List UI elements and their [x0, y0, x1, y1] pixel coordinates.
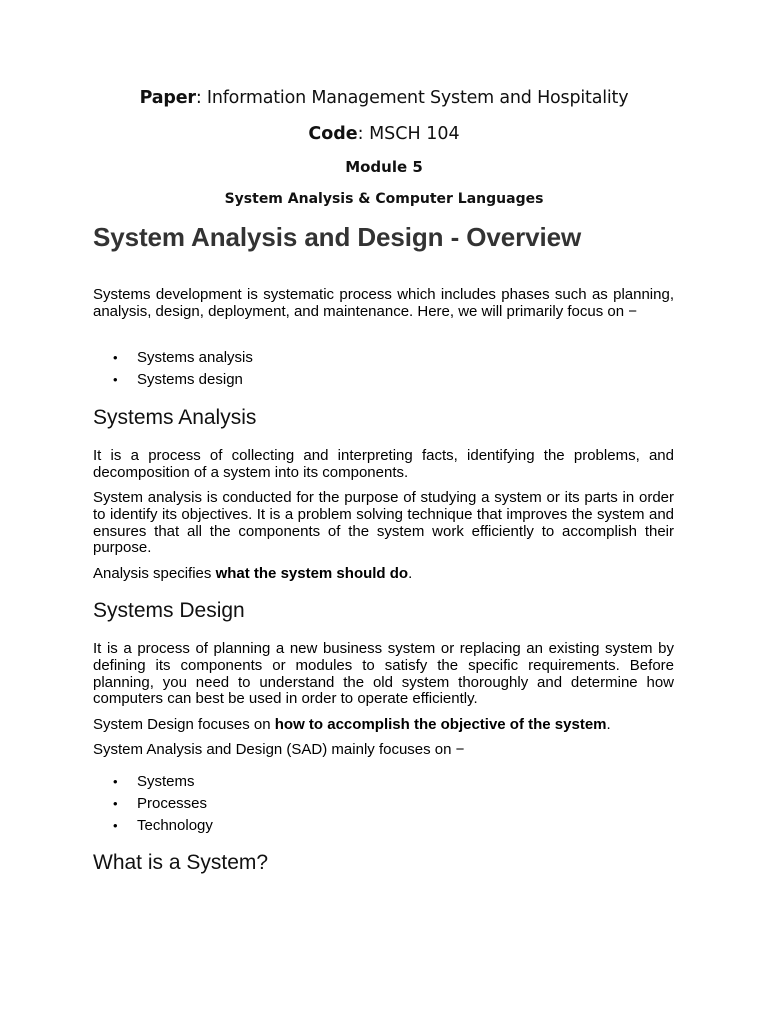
list-item: • Systems analysis [93, 347, 674, 369]
code-label: Code [308, 124, 358, 144]
analysis-paragraph-2: System analysis is conducted for the purpose of studying a system or its parts in order to identify its objectives. It is a problem solving technique that improves the system and ensures that all the components of the system work efficiently to accomplish their purpose. [93, 489, 674, 557]
code-value: : MSCH 104 [357, 124, 460, 144]
design-p2-suffix: . [606, 716, 611, 733]
analysis-paragraph-1: It is a process of collecting and interpreting facts, identifying the problems, and decomposition of a system into its components. [93, 447, 674, 481]
design-paragraph-1: It is a process of planning a new business system or replacing an existing system by defining its components or modules to satisfy the specific requirements. Before planning, you need to understand the old system thoroughly and determine how computers can best be used in order to operate efficiently. [93, 640, 674, 708]
intro-paragraph: Systems development is systematic process which includes phases such as planning, analysis, design, deployment, and maintenance. Here, we will primarily focus on − [93, 286, 674, 320]
analysis-p3-prefix: Analysis specifies [93, 565, 216, 582]
subject-title: System Analysis & Computer Languages [224, 191, 544, 207]
intro-list [93, 347, 674, 391]
design-p2-prefix: System Design focuses on [93, 716, 275, 733]
list-item: • Processes [93, 793, 674, 815]
analysis-paragraph-3 [93, 566, 674, 583]
paper-value: : Information Management System and Hospitality [195, 88, 629, 108]
design-p2-bold: how to accomplish the objective of the system [274, 716, 607, 733]
paper-label: Paper [139, 88, 196, 108]
analysis-heading: Systems Analysis [93, 406, 257, 429]
module-title: Module 5 [345, 158, 423, 176]
analysis-p3-bold: what the system should do [215, 565, 409, 582]
paper-line [0, 88, 768, 108]
code-line [0, 124, 768, 144]
design-paragraph-3: System Analysis and Design (SAD) mainly focuses on − [93, 741, 465, 758]
design-list [93, 771, 674, 837]
design-heading: Systems Design [93, 599, 245, 622]
design-paragraph-2 [93, 717, 674, 734]
list-item: • Systems design [93, 369, 674, 391]
analysis-p3-suffix: . [408, 565, 413, 582]
list-item: • Technology [93, 815, 674, 837]
list-item: • Systems [93, 771, 674, 793]
what-is-system-heading: What is a System? [93, 851, 269, 874]
main-title: System Analysis and Design - Overview [93, 222, 582, 252]
